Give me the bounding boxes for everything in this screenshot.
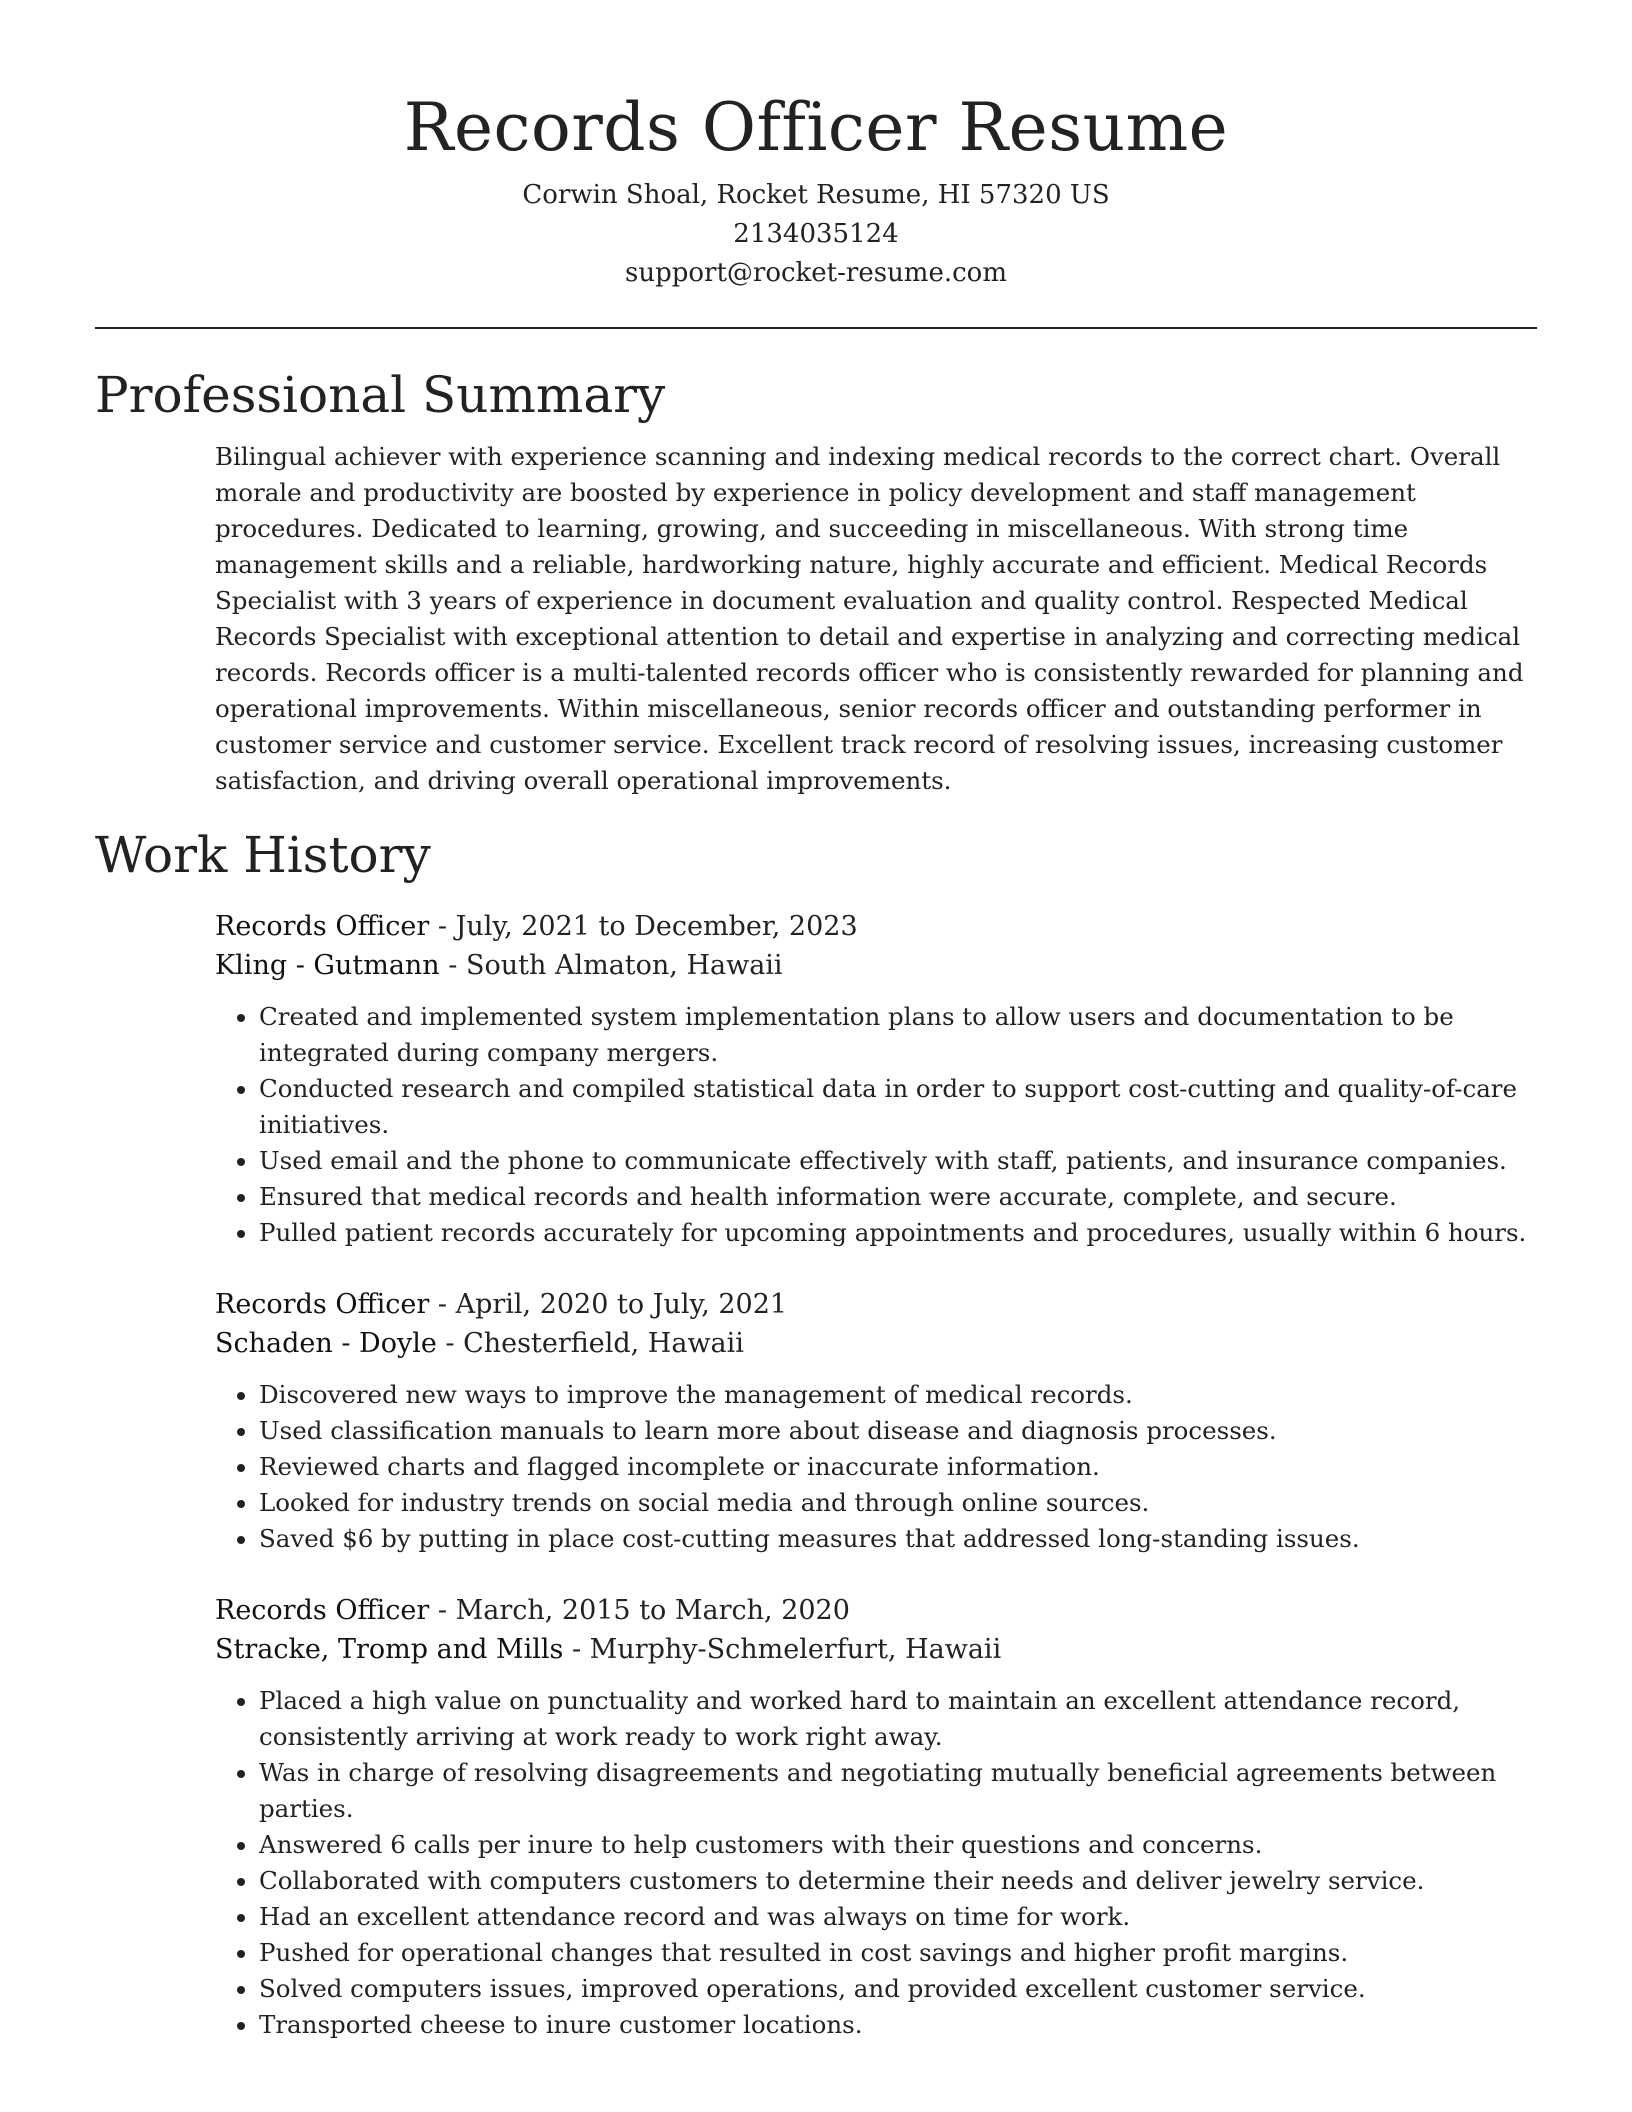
job-bullet: • Conducted research and compiled statistical data in order to support cost-cutting and quality-of-care initiatives. xyxy=(259,1071,1537,1143)
job-bullet: • Collaborated with computers customers to determine their needs and deliver jewelry service. xyxy=(259,1863,1537,1899)
job-title-line xyxy=(215,1285,1537,1324)
job-bullet: • Reviewed charts and flagged incomplete or inaccurate information. xyxy=(259,1449,1537,1485)
job-bullet: • Answered 6 calls per inure to help customers with their questions and concerns. xyxy=(259,1827,1537,1863)
job-bullet: • Pushed for operational changes that resulted in cost savings and higher profit margins. xyxy=(259,1935,1537,1971)
contact-email: support@rocket-resume.com xyxy=(624,258,1007,288)
job-title: Records Officer xyxy=(215,1595,430,1626)
job-company-line xyxy=(215,946,1537,985)
job-bullet: • Pulled patient records accurately for upcoming appointments and procedures, usually within 6 hours. xyxy=(259,1215,1537,1251)
job-dates: - March, 2015 to March, 2020 xyxy=(429,1595,850,1626)
job-location: - Murphy-Schmelerfurt, Hawaii xyxy=(563,1634,1002,1665)
job-bullet: • Solved computers issues, improved operations, and provided excellent customer service. xyxy=(259,1971,1537,2007)
job-company: Kling - Gutmann xyxy=(215,950,440,981)
job-bullet: • Discovered new ways to improve the management of medical records. xyxy=(259,1377,1537,1413)
job-title-line xyxy=(215,1591,1537,1630)
job-location: - South Almaton, Hawaii xyxy=(439,950,783,981)
summary-heading: Professional Summary xyxy=(95,366,666,424)
job-company: Stracke, Tromp and Mills xyxy=(215,1634,564,1665)
job-dates: - April, 2020 to July, 2021 xyxy=(429,1289,788,1320)
job-company-line xyxy=(215,1324,1537,1363)
job-company-line xyxy=(215,1630,1537,1669)
job-bullet: • Used classification manuals to learn more about disease and diagnosis processes. xyxy=(259,1413,1537,1449)
job-bullet: • Had an excellent attendance record and was always on time for work. xyxy=(259,1899,1537,1935)
job-bullet: • Used email and the phone to communicate effectively with staff, patients, and insurance companies. xyxy=(259,1143,1537,1179)
job-bullet: • Created and implemented system implementation plans to allow users and documentation to be integrated during company mergers. xyxy=(259,999,1537,1071)
contact-phone: 2134035124 xyxy=(733,219,899,249)
job-bullets xyxy=(215,1377,1537,1557)
job-bullets xyxy=(215,1683,1537,2043)
job-entry xyxy=(215,907,1537,1251)
work-history-heading: Work History xyxy=(95,826,431,884)
job-location: - Chesterfield, Hawaii xyxy=(436,1328,744,1359)
job-bullet: • Placed a high value on punctuality and worked hard to maintain an excellent attendance record, consistently arriving at work ready to work right away. xyxy=(259,1683,1537,1755)
resume-title: Records Officer Resume xyxy=(403,89,1229,166)
header-divider xyxy=(95,327,1537,329)
contact-address: Corwin Shoal, Rocket Resume, HI 57320 US xyxy=(522,180,1110,210)
contact-block xyxy=(95,176,1537,293)
job-bullet: • Ensured that medical records and health information were accurate, complete, and secure. xyxy=(259,1179,1537,1215)
summary-text: Bilingual achiever with experience scanning and indexing medical records to the correct chart. Overall morale and productivity are boosted by experience in policy development and staff management procedures. Dedicated to learning, growing, and succeeding in miscellaneous. With strong time management skills and a reliable, hardworking nature, highly accurate and efficient. Medical Records Specialist with 3 years of experience in document evaluation and quality control. Respected Medical Records Specialist with exceptional attention to detail and expertise in analyzing and correcting medical records. Records officer is a multi-talented records officer who is consistently rewarded for planning and operational improvements. Within miscellaneous, senior records officer and outstanding performer in customer service and customer service. Excellent track record of resolving issues, increasing customer satisfaction, and driving overall operational improvements. xyxy=(215,442,1524,795)
job-bullet: • Transported cheese to inure customer locations. xyxy=(259,2007,1537,2043)
job-bullet: • Saved $6 by putting in place cost-cutting measures that addressed long-standing issues. xyxy=(259,1521,1537,1557)
job-entry xyxy=(215,1285,1537,1557)
job-entry xyxy=(215,1591,1537,2043)
resume-page xyxy=(95,0,1537,2043)
job-bullet: • Was in charge of resolving disagreements and negotiating mutually beneficial agreements between parties. xyxy=(259,1755,1537,1827)
job-bullets xyxy=(215,999,1537,1251)
job-title: Records Officer xyxy=(215,1289,430,1320)
job-company: Schaden - Doyle xyxy=(215,1328,437,1359)
job-dates: - July, 2021 to December, 2023 xyxy=(429,911,858,942)
job-title-line xyxy=(215,907,1537,946)
job-bullet: • Looked for industry trends on social media and through online sources. xyxy=(259,1485,1537,1521)
job-title: Records Officer xyxy=(215,911,430,942)
